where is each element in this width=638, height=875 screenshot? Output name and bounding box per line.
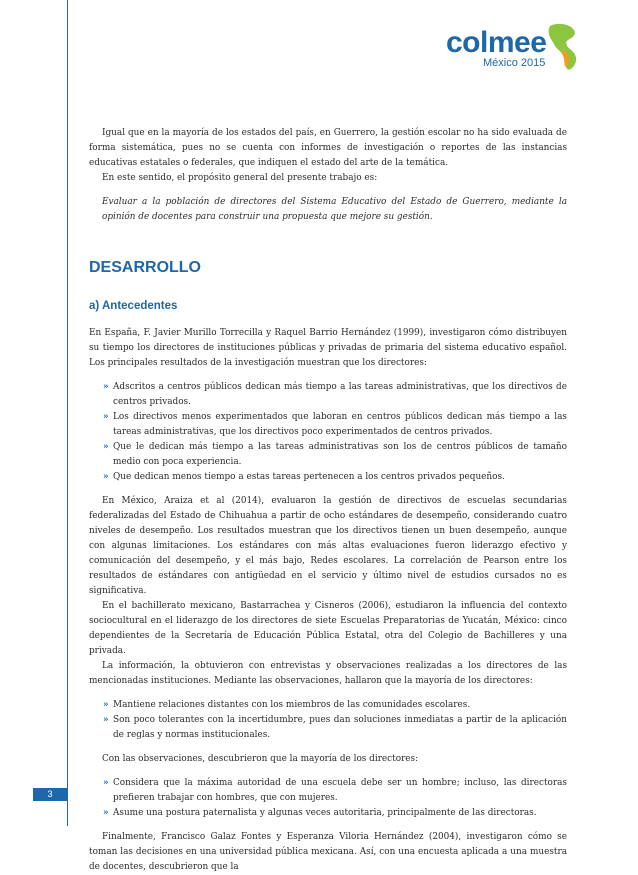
page-number: 3 — [33, 788, 67, 801]
intro-paragraph-2: En este sentido, el propósito general del presente trabajo es: — [102, 173, 378, 183]
subsection-title: a) Antecedentes — [89, 300, 178, 312]
colmee-logo — [440, 22, 585, 74]
paragraph-spain: En España, F. Javier Murillo Torrecilla y Raquel Barrio Hernández (1999), investigaron cómo distribuyen su tiempo los directores de instituciones públicas y privadas de primaria del sistema educativo español. Los principales resultados de la investigación muestran que los directores: — [89, 328, 567, 368]
purpose-statement: Evaluar a la población de directores del Sistema Educativo del Estado de Guerrero, mediante la opinión de docentes para construir una propuesta que mejore su gestión. — [102, 197, 567, 222]
yucatan-findings-list — [89, 698, 567, 743]
logo-wordmark: colmee — [446, 26, 547, 59]
intro-paragraph-1: Igual que en la mayoría de los estados del país, en Guerrero, la gestión escolar no ha sido evaluada de forma sistemática, pues no se cuenta con informes de investigación o reportes de las instancias educativas estatales o federales, que indiquen el estado del arte de la temática. — [89, 128, 567, 168]
list-item: » Mantiene relaciones distantes con los miembros de las comunidades escolares. — [103, 698, 567, 713]
paragraph-final: Finalmente, Francisco Galaz Fontes y Esperanza Viloria Hernández (2004), investigaron cómo se toman las decisiones en una universidad pública mexicana. Así, con una encuesta aplicada a una muestra de docentes, descubrieron que la — [89, 832, 567, 872]
list-item: » Considera que la máxima autoridad de una escuela debe ser un hombre; incluso, las directoras prefieren trabajar con hombres, que con mujeres. — [103, 776, 567, 806]
spain-findings-list — [89, 380, 567, 485]
page-content — [89, 126, 567, 875]
paragraph-mexico: En México, Araiza et al (2014), evaluaron la gestión de directivos de escuelas secundarias federalizadas del Estado de Chihuahua a partir de ocho estándares de desempeño, considerando cuatro niveles de desempeño. Los resultados muestran que los directivos tienen un buen desempeño, aunque con algunas limitaciones. Los estándares con más altas evaluaciones fueron liderazgo efectivo y comunicación del desempeño, y el más bajo, Redes escolares. La correlación de Pearson entre los resultados de estándares con antigüedad en el servicio y último nivel de estudios cursados no es significativa. — [89, 496, 567, 596]
americas-map-icon — [544, 22, 584, 72]
section-title: DESARROLLO — [89, 259, 201, 276]
observation-findings-list — [89, 776, 567, 821]
list-item: » Son poco tolerantes con la incertidumbre, pues dan soluciones inmediatas a partir de la aplicación de reglas y normas institucionales. — [103, 713, 567, 743]
paragraph-information: La información, la obtuvieron con entrevistas y observaciones realizadas a los directores de las mencionadas instituciones. Mediante las observaciones, hallaron que la mayoría de los directores: — [89, 661, 567, 686]
list-item: » Adscritos a centros públicos dedican más tiempo a las tareas administrativas, que los directivos de centros privados. — [103, 380, 567, 410]
list-item: » Asume una postura paternalista y algunas veces autoritaria, principalmente de las directoras. — [103, 806, 567, 821]
list-item: » Los directivos menos experimentados que laboran en centros públicos dedican más tiempo a las tareas administrativas, que los directivos poco experimentados de centros privados. — [103, 410, 567, 440]
left-margin-rule — [67, 0, 68, 826]
paragraph-observations: Con las observaciones, descubrieron que la mayoría de los directores: — [102, 754, 419, 764]
logo-subtitle: México 2015 — [483, 57, 546, 69]
paragraph-yucatan: En el bachillerato mexicano, Bastarrachea y Cisneros (2006), estudiaron la influencia del contexto sociocultural en el liderazgo de los directores de siete Escuelas Preparatorias de Yucatán, México: cinco dependientes de la Secretaría de Educación Pública Estatal, otra del Colegio de Bachilleres y una privada. — [89, 601, 567, 656]
list-item: » Que dedican menos tiempo a estas tareas pertenecen a los centros privados pequeños. — [103, 470, 567, 485]
list-item: » Que le dedican más tiempo a las tareas administrativas son los de centros públicos de tamaño medio con poca experiencia. — [103, 440, 567, 470]
